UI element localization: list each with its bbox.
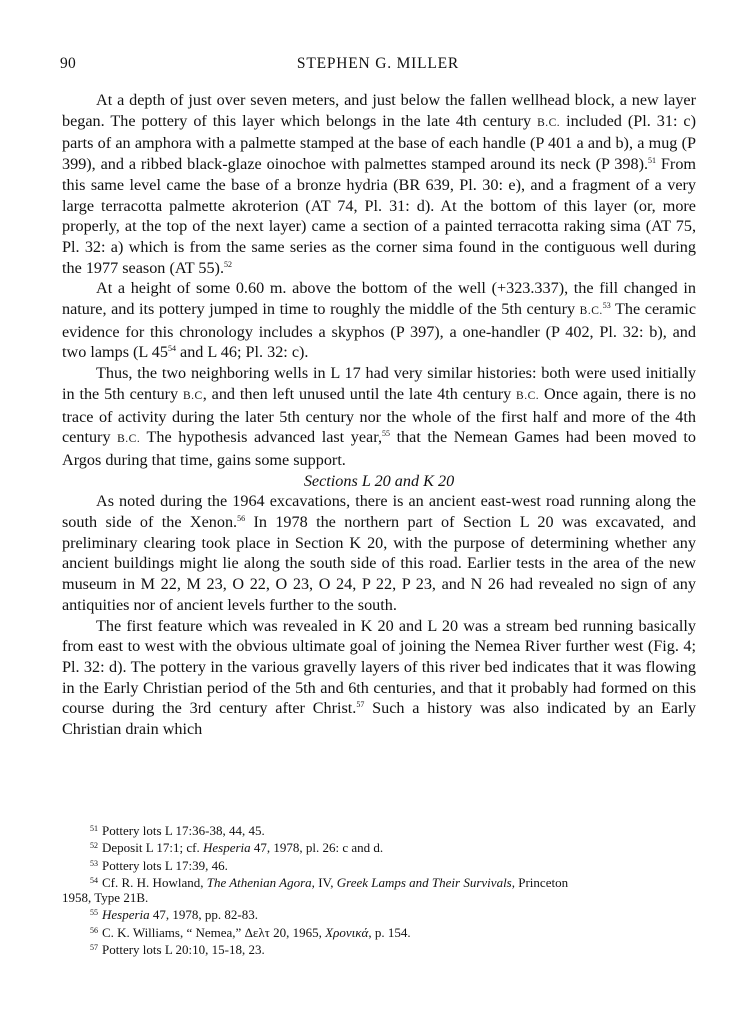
footnote-ref-54: 54 — [167, 344, 176, 354]
page-number: 90 — [60, 55, 77, 72]
footnote-ref-51: 51 — [648, 156, 657, 166]
footnotes — [62, 821, 696, 957]
footnote-57: $^{57}$ Pottery lots L 20:10, 15-18, 23. — [90, 942, 265, 958]
section-heading: Sections L 20 and K 20 — [303, 471, 455, 490]
paragraph-5: The first feature which was revealed in K 20 and L 20 was a stream bed running basically from east to west with the obvious ultimate goal of joining the Nemea River further west (Fig. 4; Pl. 32: d). The pottery in the various gravelly layers of this river bed indicates that it was flowing in the Early Christian period of the 5th and 6th centuries, and that it probably had formed on this course during the 3rd century after Christ.$^{57}$ Such a history was also indicated by an Early Christian drain which — [62, 616, 696, 739]
footnote-53: $^{53}$ Pottery lots L 17:39, 46. — [90, 857, 228, 873]
footnote-55: $^{55}$ Hesperia 47, 1978, pp. 82-83. — [90, 907, 259, 923]
page-header — [60, 55, 696, 77]
running-head: STEPHEN G. MILLER — [296, 55, 460, 72]
paragraph-3: Thus, the two neighboring wells in L 17 had very similar histories: both were used initially in the 5th century B.C, and then left unused until the late 4th century B.C. Once again, there is no trace of activity during the later 5th century nor the whole of the first half and more of the 4th century B.C. The hypothesis advanced last year,$^{55}$ that the Nemean Games had been moved to Argos during that time, gains some support. — [62, 364, 697, 469]
footnote-ref-55: 55 — [382, 429, 390, 439]
paragraph-2: At a height of some 0.60 m. above the bottom of the well (+323.337), the fill changed in nature, and its pottery jumped in time to roughly the middle of the 5th century B.C.$^{53}$ The ceramic evidence for this chronology includes a skyphos (P 397), a one-handler (P 402, Pl. 32: b), and two lamps (L $45^{54}$ and L 46; Pl. 32: c). — [62, 279, 697, 362]
footnote-54: $^{54}$ Cf. R. H. Howland, The Athenian Agora, IV, Greek Lamps and Their Survivals, Princeton — [90, 874, 569, 890]
footnote-54-continuation: 1958, Type 21B. — [62, 890, 149, 906]
footnote-ref-52: 52 — [224, 259, 232, 269]
footnote-52: $^{52}$ Deposit L 17:1; cf. Hesperia 47, 1978, pl. 26: c and d. — [90, 840, 384, 856]
paragraph-4: As noted during the 1964 excavations, there is an ancient east-west road running along the south side of the Xenon.$^{56}$ In 1978 the northern part of Section L 20 was excavated, and preliminary clearing took place in Section K 20, with the purpose of determining whether any ancient buildings might lie along the south side of this road. Earlier tests in the area of the new museum in M 22, M 23, O 22, O 23, O 24, P 22, P 23, and N 26 had revealed no sign of any antiquities nor of ancient levels further to the south. — [62, 492, 697, 614]
footnote-56: $^{56}$ C. K. Williams, “ Nemea,” Δελτ 20, 1965, Χρονικά, p. 154. — [90, 924, 411, 940]
footnote-ref-56: 56 — [237, 514, 246, 524]
footnote-51: $^{51}$ Pottery lots L 17:36-38, 44, 45. — [90, 823, 265, 838]
footnote-ref-53: 53 — [602, 301, 611, 311]
paragraph-1: At a depth of just over seven meters, and just below the fallen wellhead block, a new layer began. The pottery of this layer which belongs in the late 4th century B.C. included (Pl. 31: c) parts of an amphora with a palmette stamped at the base of each handle (P 401 a and b), a mug (P 399), and a ribbed black-glaze oinochoe with palmettes stamped around its neck (P 398).$^{51}$ From this same level came the base of a bronze hydria (BR 639, Pl. 30: e), and a fragment of a very large terracotta palmette akroterion (AT 74, Pl. 31: d). At the bottom of this layer (or, more properly, at the top of the next layer) came a section of a painted terracotta raking sima (AT 75, Pl. 32: a) which is from the same series as the corner sima found in the contiguous well during the 1977 season (AT 55).$^{52}$ — [62, 91, 697, 277]
footnote-ref-57: 57 — [356, 700, 365, 710]
body-text — [62, 90, 696, 740]
